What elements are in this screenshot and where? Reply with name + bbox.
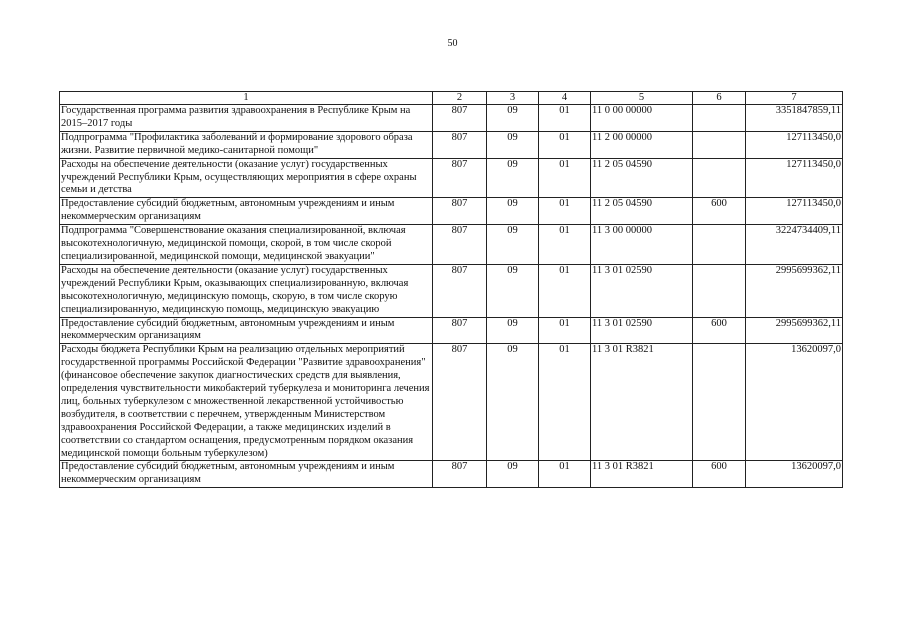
row-col-5-cell: 11 3 00 00000	[591, 225, 693, 265]
row-col-5-cell: 11 3 01 R3821	[591, 344, 693, 461]
row-col-6-cell	[693, 158, 746, 198]
header-col-7: 7	[746, 92, 843, 105]
row-col-3-cell: 09	[487, 198, 539, 225]
row-col-4-cell: 01	[539, 105, 591, 132]
row-col-3-cell: 09	[487, 264, 539, 317]
row-col-4-cell: 01	[539, 131, 591, 158]
header-col-2: 2	[433, 92, 487, 105]
table-row	[60, 198, 843, 225]
header-col-1: 1	[60, 92, 433, 105]
table-row	[60, 105, 843, 132]
row-name-cell: Расходы бюджета Республики Крым на реализацию отдельных мероприятий государственной программы Российской Федерации "Развитие здравоохранения" (финансовое обеспечение закупок диагностических средств для выявления, определения чувствительности микобактерий туберкулеза и мониторинга лечения лиц, больных туберкулезом с множественной лекарственной устойчивостью возбудителя, в соответствии с перечнем, утвержденным Министерством здравоохранения Российской Федерации, а также медицинских изделий в соответствии со стандартом оснащения, предусмотренным порядком оказания медицинской помощи больным туберкулезом)	[60, 344, 433, 461]
row-col-3-cell: 09	[487, 158, 539, 198]
row-col-2-cell: 807	[433, 344, 487, 461]
row-col-3-cell: 09	[487, 317, 539, 344]
row-col-4-cell: 01	[539, 198, 591, 225]
row-col-4-cell: 01	[539, 225, 591, 265]
row-name-cell: Подпрограмма "Профилактика заболеваний и формирование здорового образа жизни. Развитие первичной медико-санитарной помощи"	[60, 131, 433, 158]
row-col-3-cell: 09	[487, 344, 539, 461]
row-col-4-cell: 01	[539, 264, 591, 317]
row-col-5-cell: 11 3 01 R3821	[591, 461, 693, 488]
row-col-5-cell: 11 2 05 04590	[591, 158, 693, 198]
header-col-5: 5	[591, 92, 693, 105]
row-col-2-cell: 807	[433, 158, 487, 198]
header-row	[60, 92, 843, 105]
table-row	[60, 461, 843, 488]
row-col-4-cell: 01	[539, 344, 591, 461]
table-row	[60, 344, 843, 461]
row-col-5-cell: 11 2 00 00000	[591, 131, 693, 158]
row-sum-cell: 13620097,0	[746, 344, 843, 461]
row-sum-cell: 3351847859,11	[746, 105, 843, 132]
row-col-6-cell	[693, 131, 746, 158]
row-col-6-cell	[693, 225, 746, 265]
table-row	[60, 158, 843, 198]
row-col-6-cell: 600	[693, 461, 746, 488]
row-col-5-cell: 11 3 01 02590	[591, 317, 693, 344]
row-col-2-cell: 807	[433, 461, 487, 488]
row-col-6-cell	[693, 344, 746, 461]
row-col-4-cell: 01	[539, 317, 591, 344]
row-col-5-cell: 11 3 01 02590	[591, 264, 693, 317]
row-col-3-cell: 09	[487, 131, 539, 158]
row-col-5-cell: 11 0 00 00000	[591, 105, 693, 132]
row-sum-cell: 127113450,0	[746, 131, 843, 158]
row-col-6-cell	[693, 105, 746, 132]
row-name-cell: Расходы на обеспечение деятельности (оказание услуг) государственных учреждений Республики Крым, оказывающих специализированную, включая высокотехнологичную, медицинскую помощь, скорую, в том числе скорую специализированную, медицинскую помощь, медицинскую эвакуацию	[60, 264, 433, 317]
row-name-cell: Предоставление субсидий бюджетным, автономным учреждениям и иным некоммерческим организациям	[60, 461, 433, 488]
row-name-cell: Предоставление субсидий бюджетным, автономным учреждениям и иным некоммерческим организациям	[60, 198, 433, 225]
row-col-2-cell: 807	[433, 198, 487, 225]
row-name-cell: Подпрограмма "Совершенствование оказания специализированной, включая высокотехнологичную, медицинской помощи, скорой, в том числе скорой специализированной, медицинской помощи, медицинской эвакуации"	[60, 225, 433, 265]
row-col-3-cell: 09	[487, 461, 539, 488]
row-col-3-cell: 09	[487, 225, 539, 265]
table-row	[60, 131, 843, 158]
row-sum-cell: 127113450,0	[746, 198, 843, 225]
row-name-cell: Предоставление субсидий бюджетным, автономным учреждениям и иным некоммерческим организациям	[60, 317, 433, 344]
header-col-4: 4	[539, 92, 591, 105]
row-col-5-cell: 11 2 05 04590	[591, 198, 693, 225]
table-row	[60, 225, 843, 265]
page-number: 50	[447, 38, 458, 49]
row-col-2-cell: 807	[433, 105, 487, 132]
row-name-cell: Расходы на обеспечение деятельности (оказание услуг) государственных учреждений Республики Крым, осуществляющих мероприятия в сфере охраны семьи и детства	[60, 158, 433, 198]
row-col-2-cell: 807	[433, 225, 487, 265]
table-row	[60, 317, 843, 344]
header-col-6: 6	[693, 92, 746, 105]
row-col-4-cell: 01	[539, 461, 591, 488]
row-sum-cell: 13620097,0	[746, 461, 843, 488]
header-col-3: 3	[487, 92, 539, 105]
budget-table	[59, 91, 843, 488]
row-sum-cell: 3224734409,11	[746, 225, 843, 265]
row-sum-cell: 127113450,0	[746, 158, 843, 198]
row-col-2-cell: 807	[433, 264, 487, 317]
row-col-6-cell	[693, 264, 746, 317]
row-name-cell: Государственная программа развития здравоохранения в Республике Крым на 2015–2017 годы	[60, 105, 433, 132]
row-col-3-cell: 09	[487, 105, 539, 132]
row-col-6-cell: 600	[693, 198, 746, 225]
row-col-2-cell: 807	[433, 131, 487, 158]
row-col-6-cell: 600	[693, 317, 746, 344]
row-col-2-cell: 807	[433, 317, 487, 344]
row-sum-cell: 2995699362,11	[746, 317, 843, 344]
table-row	[60, 264, 843, 317]
row-sum-cell: 2995699362,11	[746, 264, 843, 317]
row-col-4-cell: 01	[539, 158, 591, 198]
